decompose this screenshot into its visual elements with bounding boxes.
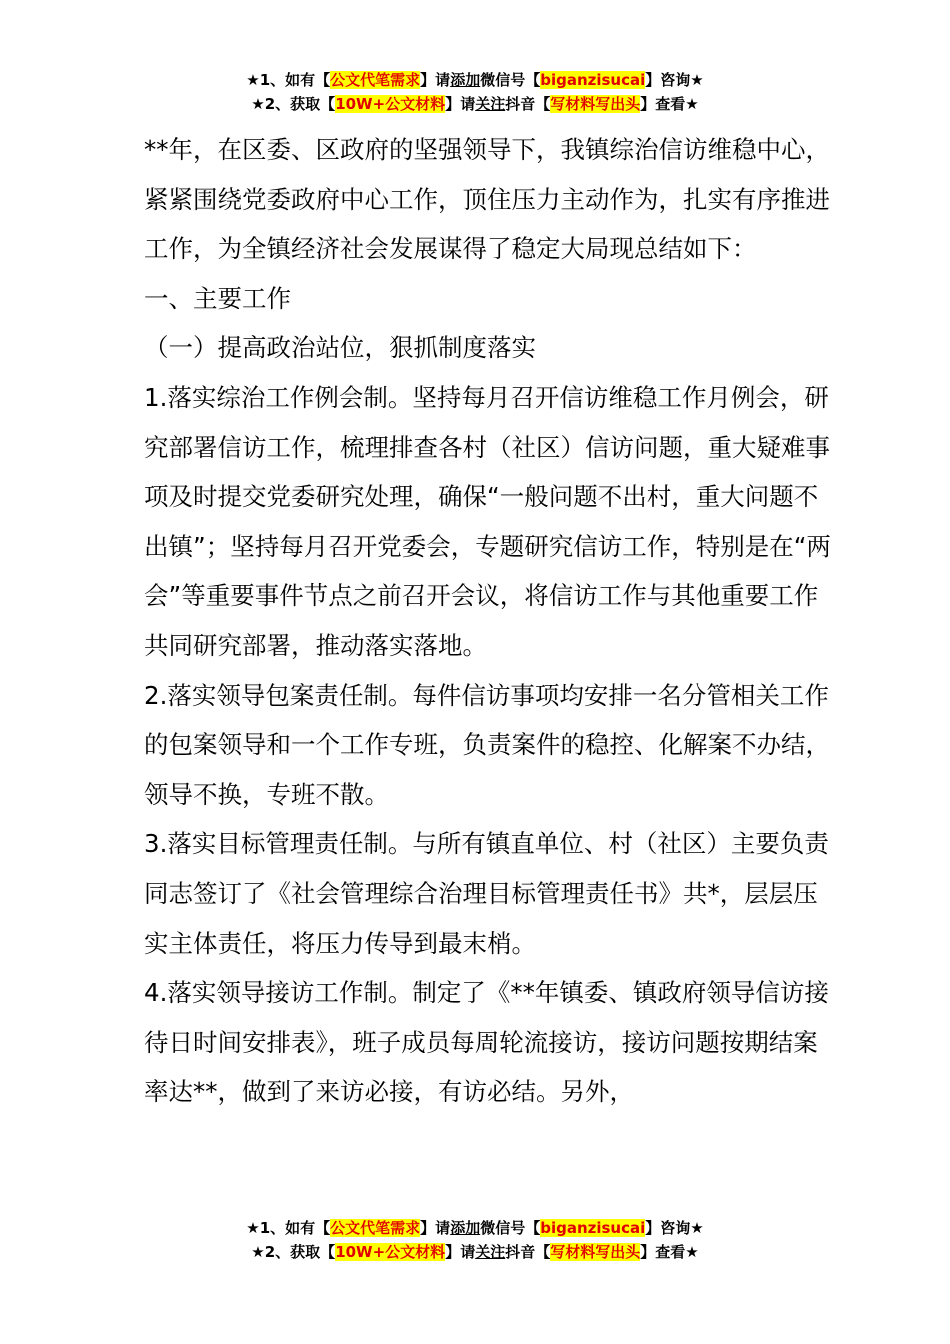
highlight-materials: 10W+公文材料 [335,95,446,113]
intro-paragraph: **年，在区委、区政府的坚强领导下，我镇综治信访维稳中心，紧紧围绕党委政府中心工作，顶住压力主动作为，扎实有序推进工作，为全镇经济社会发展谋得了稳定大局现总结如下： [144,135,830,264]
footer-banner-line-1: ★1、如有【公文代笔需求】请添加微信号【biganzisucai】咨询★ [246,1219,704,1237]
item-paragraph-4: 4.落实领导接访工作制。制定了《**年镇委、镇政府领导信访接待日时间安排表》，班子成员每周轮流接访，接访问题按期结案率达**，做到了来访必接，有访必结。另外， [144,978,829,1107]
footer-banner [0,1216,950,1264]
highlight-douyin-account: 写材料写出头 [550,95,641,113]
footer-banner-line-2: ★2、获取【10W+公文材料】请关注抖音【写材料写出头】查看★ [251,1243,699,1261]
banner-line-2: ★2、获取【10W+公文材料】请关注抖音【写材料写出头】查看★ [251,95,699,113]
document-body [144,125,834,1117]
item-paragraph-3: 3.落实目标管理责任制。与所有镇直单位、村（社区）主要负责同志签订了《社会管理综合治理目标管理责任书》共*，层层压实主体责任，将压力传导到最末梢。 [144,829,829,958]
item-paragraph-2: 2.落实领导包案责任制。每件信访事项均安排一名分管相关工作的包案领导和一个工作专班，负责案件的稳控、化解案不办结，领导不换，专班不散。 [144,680,830,809]
section-heading: 一、主要工作 [144,283,291,313]
header-banner [0,68,950,116]
item-paragraph-1: 1.落实综治工作例会制。坚持每月召开信访维稳工作月例会，研究部署信访工作，梳理排查各村（社区）信访问题，重大疑难事项及时提交党委研究处理，确保“一般问题不出村，重大问题不出镇”；坚持每月召开党委会，专题研究信访工作，特别是在“两会”等重要事件节点之前召开会议，将信访工作与其他重要工作共同研究部署，推动落实落地。 [144,382,831,660]
banner-line-1: ★1、如有【公文代笔需求】请添加微信号【biganzisucai】咨询★ [246,71,704,89]
highlight-wechat-id: biganzisucai [540,71,646,89]
highlight-service: 公文代笔需求 [330,71,421,89]
subsection-heading: （一）提高政治站位，狠抓制度落实 [144,333,536,363]
